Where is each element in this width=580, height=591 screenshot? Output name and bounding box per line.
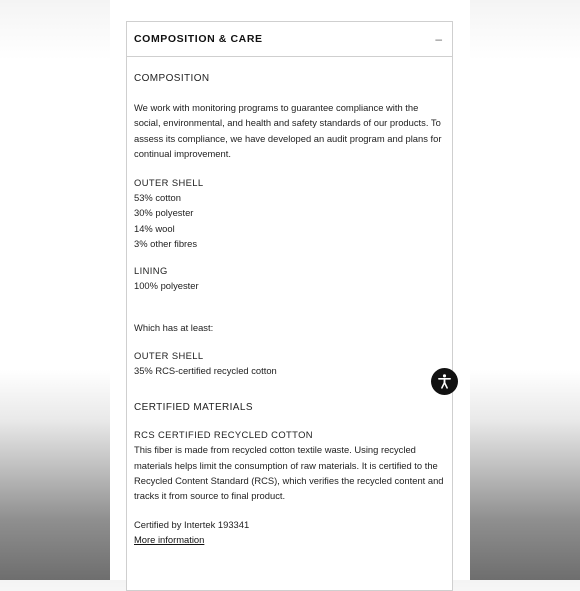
collapse-icon[interactable]: – — [435, 32, 442, 46]
outer-shell-item: 30% polyester — [134, 207, 194, 219]
composition-heading: COMPOSITION — [134, 73, 210, 84]
more-information-link[interactable]: More information — [134, 534, 205, 546]
composition-care-accordion — [126, 21, 453, 591]
at-least-text: Which has at least: — [134, 322, 214, 334]
certified-by-text: Certified by Intertek 193341 — [134, 519, 250, 531]
outer-shell-item: 3% other fibres — [134, 237, 198, 249]
lining-label: LINING — [134, 265, 168, 277]
recycled-outer-shell-label: OUTER SHELL — [134, 349, 204, 361]
recycled-item: 35% RCS-certified recycled cotton — [134, 364, 277, 376]
rcs-label: RCS CERTIFIED RECYCLED COTTON — [134, 429, 313, 441]
rcs-description: This fiber is made from recycled cotton textile waste. Using recycled materials helps limit the consumption of raw materials. It is certified to the Recycled Content Standard (RCS), which verifies the recycled content and tracks it from source to final product. — [134, 444, 444, 502]
outer-shell-label: OUTER SHELL — [134, 177, 204, 189]
accessibility-icon — [436, 373, 453, 390]
accordion-title: COMPOSITION & CARE — [134, 33, 263, 45]
accordion-header[interactable] — [127, 22, 452, 57]
accessibility-button[interactable] — [431, 368, 458, 395]
outer-shell-item: 14% wool — [134, 222, 175, 234]
certified-materials-heading: CERTIFIED MATERIALS — [134, 402, 253, 414]
lining-item: 100% polyester — [134, 280, 199, 292]
composition-intro: We work with monitoring programs to guarantee compliance with the social, environmental, and health and safety standards of our products. To assess its compliance, we have developed an audit program and plans for continual improvement. — [134, 102, 442, 159]
accordion-content — [127, 57, 452, 548]
outer-shell-item: 53% cotton — [134, 192, 181, 204]
